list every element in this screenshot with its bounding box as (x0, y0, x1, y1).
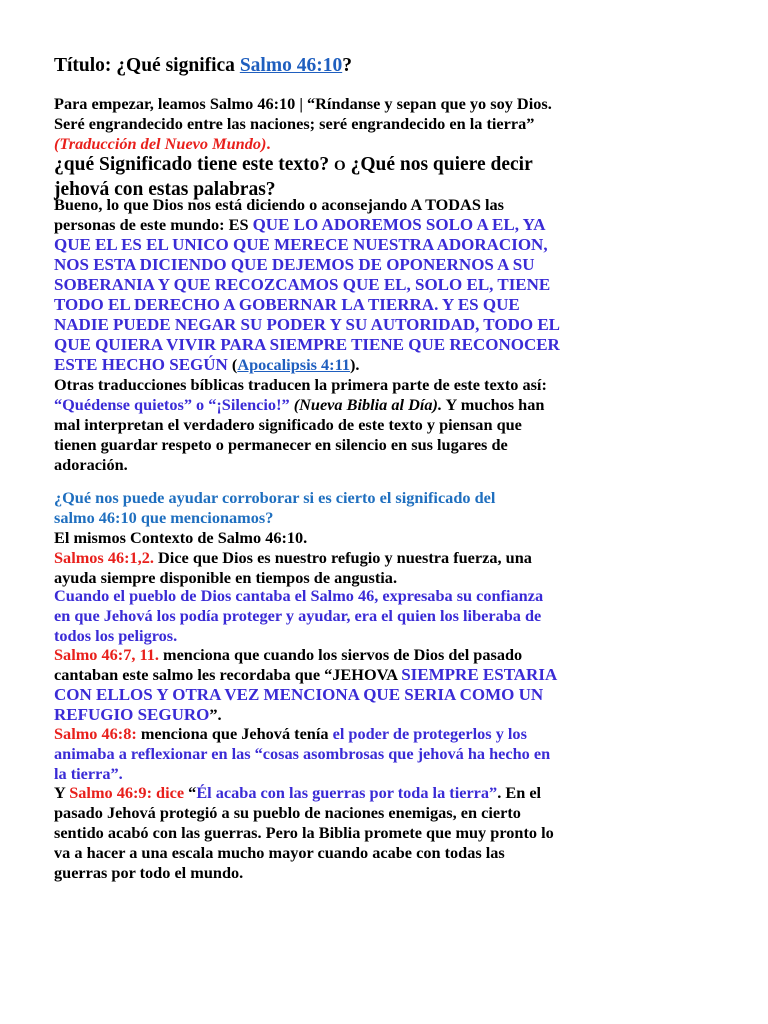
salmo-46-7-paragraph (54, 645, 557, 725)
salmo-46-8-ref: Salmo 46:8: (54, 724, 137, 743)
salmos-46-1-2-text: Dice que Dios es nuestro refugio y nuestra fuerza, una ayuda siempre disponible en tiempos de angustia. (54, 548, 532, 587)
salmo-46-8-blue: el poder de protegerlos y los animaba a reflexionar en las “cosas asombrosas que jehová ha hecho en la tierra”. (54, 724, 551, 783)
question-1-part2: ¿Qué nos quiere decir jehová con estas palabras? (54, 154, 533, 200)
salmos-46-1-2-paragraph (54, 548, 532, 588)
answer-caps: QUE LO ADOREMOS SOLO A EL, YA QUE EL ES EL UNICO QUE MERECE NUESTRA ADORACION, NOS ESTA DICIENDO QUE DEJEMOS DE OPONERNOS A SU SOBERANIA Y QUE RECOZCAMOS QUE EL, SOLO EL, TIENE TODO EL DERECHO A GOBERNAR LA TIERRA. Y ES QUE NADIE PUEDE NEGAR SU PODER Y SU AUTORIDAD, TODO EL QUE QUIERA VIVIR PARA SIEMPRE TIENE QUE RECONOCER ESTE HECHO SEGÚN (54, 215, 560, 374)
title-prefix: Título: ¿Qué significa (54, 55, 240, 76)
question-1-part1: ¿qué Significado tiene este texto? (54, 154, 335, 175)
salmo-46-7-end: ”. (209, 705, 222, 724)
salmo-46-9-start: Y (54, 783, 70, 802)
salmo-46-9-quote: Él acaba con las guerras por toda la tierra” (196, 783, 498, 802)
intro-text: Para empezar, leamos Salmo 46:10 | “Ríndanse y sepan que yo soy Dios. Seré engrandecido entre las naciones; seré engrandecido en la tierra” (54, 94, 552, 133)
answer-quote: “Quédense quietos” o “¡Silencio!” (54, 395, 290, 414)
salmos-46-1-2-ref: Salmos 46:1,2. (54, 548, 154, 567)
salmo-46-10-link[interactable]: Salmo 46:10 (239, 55, 343, 76)
salmo-46-9-ref: Salmo 46:9: dice (69, 783, 185, 802)
intro-paragraph (54, 94, 552, 154)
salmo-46-7-caps: SIEMPRE ESTARIA CON ELLOS Y OTRA VEZ MENCIONA QUE SERIA COMO UN REFUGIO SEGURO (54, 665, 558, 724)
answer-paragraph (54, 195, 560, 475)
question-1-o: O (334, 158, 346, 174)
context-line: El mismos Contexto de Salmo 46:10. (54, 528, 308, 547)
salmo-46-8-text: menciona que Jehová tenía (136, 724, 333, 743)
answer-paren-close: ). (349, 355, 360, 374)
intro-source: (Traducción del Nuevo Mundo) (54, 134, 267, 153)
salmo-46-9-quote-open: “ (184, 783, 197, 802)
pueblo-paragraph: Cuando el pueblo de Dios cantaba el Salmo 46, expresaba su confianza en que Jehová los podía proteger y ayudar, era el quien los liberaba de todos los peligros. (54, 586, 544, 645)
intro-source-end: . (266, 134, 271, 153)
apocalipsis-4-11-link[interactable]: Apocalipsis 4:11 (237, 355, 350, 374)
salmo-46-8-paragraph (54, 724, 550, 784)
question-2: ¿Qué nos puede ayudar corroborar si es cierto el significado del salmo 46:10 que mencionamos? (54, 488, 496, 527)
answer-source: (Nueva Biblia al Día). (289, 395, 443, 414)
answer-text-2: Otras traducciones bíblicas traducen la primera parte de este texto así: (54, 375, 547, 394)
salmo-46-7-ref: Salmo 46:7, 11. (54, 645, 159, 664)
answer-text-3: Y muchos han mal interpretan el verdadero significado de este texto y piensan que tienen guardar respeto o permanecer en silencio en sus lugares de adoración. (54, 395, 545, 474)
salmo-46-9-text: . En el pasado Jehová protegió a su pueblo de naciones enemigas, en cierto sentido acabó con las guerras. Pero la Biblia promete que muy pronto lo va a hacer a una escala mucho mayor cuando acabe con todas las guerras por todo el mundo. (54, 783, 554, 882)
salmo-46-7-text: menciona que cuando los siervos de Dios del pasado cantaban este salmo les recordaba que “JEHOVA (54, 645, 523, 684)
salmo-46-9-paragraph (54, 783, 554, 883)
answer-text-1: Bueno, lo que Dios nos está diciendo o aconsejando A TODAS las personas de este mundo: ES (54, 195, 504, 234)
page-title (54, 54, 352, 78)
title-suffix: ? (342, 55, 352, 76)
answer-paren-open: ( (227, 355, 238, 374)
